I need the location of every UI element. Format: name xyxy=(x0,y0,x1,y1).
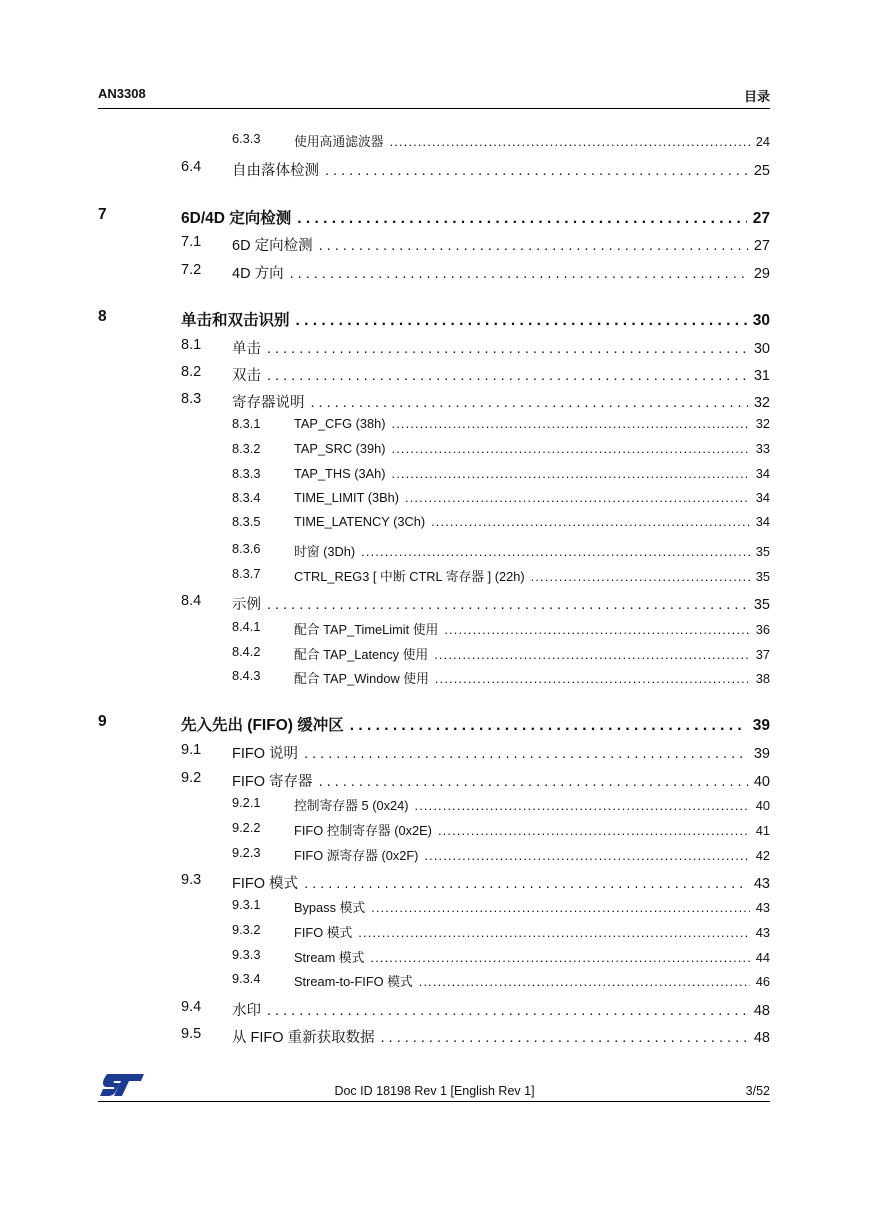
toc-leader-dots xyxy=(392,466,750,481)
toc-leader-dots xyxy=(267,1003,748,1019)
toc-leader-dots xyxy=(392,416,750,431)
toc-leader-dots xyxy=(361,544,750,559)
toc-leader-dots xyxy=(296,312,747,330)
toc-entry[interactable] xyxy=(232,391,770,412)
toc-number: 8.3.4 xyxy=(232,490,261,505)
toc-page-number: 34 xyxy=(755,466,770,481)
toc-number: 9.4 xyxy=(181,999,202,1015)
toc-number: 8.4 xyxy=(181,593,202,609)
toc-page-number: 31 xyxy=(753,368,770,384)
toc-entry[interactable] xyxy=(294,644,770,663)
toc-leader-dots xyxy=(311,395,748,411)
toc-page-number: 41 xyxy=(755,823,770,838)
toc-title: 单击 xyxy=(232,341,261,357)
toc-leader-dots xyxy=(350,717,747,735)
toc-page-number: 46 xyxy=(755,974,770,989)
toc-title: 控制寄存器 5 (0x24) xyxy=(294,798,409,813)
toc-leader-dots xyxy=(419,974,750,989)
toc-number: 9.2.1 xyxy=(232,795,261,810)
toc-title: CTRL_REG3 [ 中断 CTRL 寄存器 ] (22h) xyxy=(294,569,525,584)
toc-entry[interactable] xyxy=(232,159,770,180)
toc-leader-dots xyxy=(392,441,750,456)
toc-page-number: 30 xyxy=(752,312,770,329)
toc-entry[interactable] xyxy=(294,795,770,814)
toc-entry[interactable] xyxy=(181,308,770,330)
toc-title: 从 FIFO 重新获取数据 xyxy=(232,1030,375,1046)
toc-entry[interactable] xyxy=(181,206,770,228)
toc-entry[interactable] xyxy=(294,897,770,916)
toc-entry[interactable] xyxy=(232,364,770,385)
toc-title: TIME_LATENCY (3Ch) xyxy=(294,514,426,529)
toc-number: 9.2 xyxy=(181,770,202,786)
toc-number: 9.3.2 xyxy=(232,922,261,937)
toc-page-number: 25 xyxy=(753,163,770,179)
toc-entry[interactable] xyxy=(294,922,770,941)
toc-leader-dots xyxy=(290,266,748,282)
toc-leader-dots xyxy=(267,368,748,384)
toc-title: TAP_SRC (39h) xyxy=(294,441,386,456)
toc-page-number: 35 xyxy=(755,544,770,559)
toc-number: 7 xyxy=(98,206,107,223)
toc-page-number: 40 xyxy=(755,798,770,813)
toc-leader-dots xyxy=(297,210,747,228)
toc-page-number: 30 xyxy=(753,341,770,357)
toc-page-number: 48 xyxy=(753,1003,770,1019)
toc-entry[interactable] xyxy=(181,713,770,735)
toc-number: 8.4.2 xyxy=(232,644,261,659)
toc-number: 8.3.7 xyxy=(232,566,261,581)
toc-entry[interactable] xyxy=(294,820,770,839)
footer-page-number: 3/52 xyxy=(745,1084,770,1098)
toc-number: 8.3.3 xyxy=(232,466,261,481)
toc-title: 寄存器说明 xyxy=(232,395,305,411)
toc-page-number: 48 xyxy=(753,1030,770,1046)
toc-leader-dots xyxy=(435,671,750,686)
toc-number: 9.3 xyxy=(181,872,202,888)
toc-title: 配合 TAP_Window 使用 xyxy=(294,671,429,686)
toc-title: TIME_LIMIT (3Bh) xyxy=(294,490,400,505)
toc-entry[interactable] xyxy=(232,770,770,791)
toc-title: FIFO 说明 xyxy=(232,746,299,762)
toc-page-number: 34 xyxy=(755,490,770,505)
toc-leader-dots xyxy=(370,950,749,965)
toc-title: FIFO 寄存器 xyxy=(232,774,313,790)
toc-page-number: 39 xyxy=(753,746,770,762)
toc-page-number: 43 xyxy=(755,925,770,940)
toc-title: Bypass 模式 xyxy=(294,900,366,915)
toc-page-number: 29 xyxy=(753,266,770,282)
toc-number: 9 xyxy=(98,713,107,730)
toc-entry[interactable] xyxy=(294,514,770,529)
toc-leader-dots xyxy=(371,900,750,915)
toc-title: 自由落体检测 xyxy=(232,163,319,179)
toc-number: 6.3.3 xyxy=(232,131,261,146)
header-rule xyxy=(98,108,770,109)
toc-number: 8.3 xyxy=(181,391,202,407)
toc-entry[interactable] xyxy=(294,619,770,638)
toc-title: 6D 定向检测 xyxy=(232,238,313,254)
toc-entry[interactable] xyxy=(232,262,770,283)
toc-leader-dots xyxy=(438,823,750,838)
toc-leader-dots xyxy=(381,1030,748,1046)
toc-leader-dots xyxy=(444,622,749,637)
toc-title: 配合 TAP_TimeLimit 使用 xyxy=(294,622,439,637)
toc-entry[interactable] xyxy=(294,416,770,431)
toc-title: TAP_CFG (38h) xyxy=(294,416,386,431)
toc-page-number: 34 xyxy=(755,514,770,529)
footer-doc-id: Doc ID 18198 Rev 1 [English Rev 1] xyxy=(334,1084,535,1098)
toc-title: 双击 xyxy=(232,368,261,384)
toc-title: 配合 TAP_Latency 使用 xyxy=(294,647,429,662)
toc-number: 9.5 xyxy=(181,1026,202,1042)
toc-entry[interactable] xyxy=(294,441,770,456)
toc-page-number: 37 xyxy=(755,647,770,662)
toc-leader-dots xyxy=(415,798,750,813)
toc-title: Stream 模式 xyxy=(294,950,365,965)
toc-title: TAP_THS (3Ah) xyxy=(294,466,386,481)
toc-number: 9.3.1 xyxy=(232,897,261,912)
toc-number: 9.2.3 xyxy=(232,845,261,860)
toc-number: 8.4.1 xyxy=(232,619,261,634)
toc-leader-dots xyxy=(358,925,749,940)
footer-rule xyxy=(98,1101,770,1102)
toc-title: 示例 xyxy=(232,597,261,613)
toc-title: FIFO 源寄存器 (0x2F) xyxy=(294,848,419,863)
header-title: AN3308 xyxy=(98,86,146,101)
toc-page-number: 36 xyxy=(755,622,770,637)
toc-title: Stream-to-FIFO 模式 xyxy=(294,974,413,989)
toc-page-number: 39 xyxy=(752,717,770,734)
toc-page-number: 38 xyxy=(755,671,770,686)
toc-title: FIFO 控制寄存器 (0x2E) xyxy=(294,823,432,838)
toc-page-number: 32 xyxy=(753,395,770,411)
toc-title: 时窗 (3Dh) xyxy=(294,544,356,559)
toc-number: 7.2 xyxy=(181,262,202,278)
toc-entry[interactable] xyxy=(294,845,770,864)
toc-number: 8.3.1 xyxy=(232,416,261,431)
toc-page-number: 42 xyxy=(755,848,770,863)
toc-title: FIFO 模式 xyxy=(232,876,299,892)
toc-number: 8.4.3 xyxy=(232,668,261,683)
toc-leader-dots xyxy=(531,569,750,584)
toc-title: 先入先出 (FIFO) 缓冲区 xyxy=(181,717,344,734)
toc-entry[interactable] xyxy=(232,234,770,255)
toc-page-number: 40 xyxy=(753,774,770,790)
toc-title: 水印 xyxy=(232,1003,261,1019)
toc-leader-dots xyxy=(319,238,748,254)
toc-leader-dots xyxy=(267,341,748,357)
toc-entry[interactable] xyxy=(294,490,770,505)
toc-leader-dots xyxy=(267,597,748,613)
toc-entry[interactable] xyxy=(294,971,770,990)
toc-number: 8.1 xyxy=(181,337,202,353)
toc-leader-dots xyxy=(405,490,750,505)
toc-number: 8.2 xyxy=(181,364,202,380)
toc-number: 9.2.2 xyxy=(232,820,261,835)
toc-number: 9.1 xyxy=(181,742,202,758)
toc-page-number: 43 xyxy=(755,900,770,915)
toc-page-number: 32 xyxy=(755,416,770,431)
toc-number: 7.1 xyxy=(181,234,202,250)
toc-page-number: 24 xyxy=(755,134,770,149)
toc-leader-dots xyxy=(431,514,750,529)
toc-number: 9.3.4 xyxy=(232,971,261,986)
toc-leader-dots xyxy=(390,134,750,149)
toc-page-number: 35 xyxy=(755,569,770,584)
toc-leader-dots xyxy=(424,848,749,863)
toc-page-number: 44 xyxy=(755,950,770,965)
toc-number: 8 xyxy=(98,308,107,325)
toc-leader-dots xyxy=(304,876,748,892)
toc-entry[interactable] xyxy=(232,872,770,893)
toc-number: 8.3.2 xyxy=(232,441,261,456)
toc-page-number: 27 xyxy=(752,210,770,227)
toc-title: 单击和双击识别 xyxy=(181,312,290,329)
toc-title: 使用高通滤波器 xyxy=(294,134,384,149)
toc-leader-dots xyxy=(325,163,748,179)
toc-title: 6D/4D 定向检测 xyxy=(181,210,292,227)
toc-page-number: 35 xyxy=(753,597,770,613)
toc-page-number: 43 xyxy=(753,876,770,892)
toc-entry[interactable] xyxy=(294,947,770,966)
toc-number: 8.3.5 xyxy=(232,514,261,529)
toc-entry[interactable] xyxy=(232,1026,770,1047)
toc-number: 9.3.3 xyxy=(232,947,261,962)
toc-entry[interactable] xyxy=(232,999,770,1020)
toc-title: 4D 方向 xyxy=(232,266,284,282)
toc-leader-dots xyxy=(319,774,748,790)
toc-leader-dots xyxy=(434,647,750,662)
toc-number: 6.4 xyxy=(181,159,202,175)
toc-entry[interactable] xyxy=(232,337,770,358)
header-section: 目录 xyxy=(743,89,770,104)
toc-title: FIFO 模式 xyxy=(294,925,353,940)
toc-leader-dots xyxy=(304,746,748,762)
toc-number: 8.3.6 xyxy=(232,541,261,556)
toc-entry[interactable] xyxy=(232,742,770,763)
toc-entry[interactable] xyxy=(294,668,770,687)
toc-entry[interactable] xyxy=(294,566,770,585)
toc-entry[interactable] xyxy=(232,593,770,614)
toc-page-number: 27 xyxy=(753,238,770,254)
toc-page-number: 33 xyxy=(755,441,770,456)
toc-entry[interactable] xyxy=(294,466,770,481)
toc-entry[interactable] xyxy=(294,131,770,150)
toc-entry[interactable] xyxy=(294,541,770,560)
